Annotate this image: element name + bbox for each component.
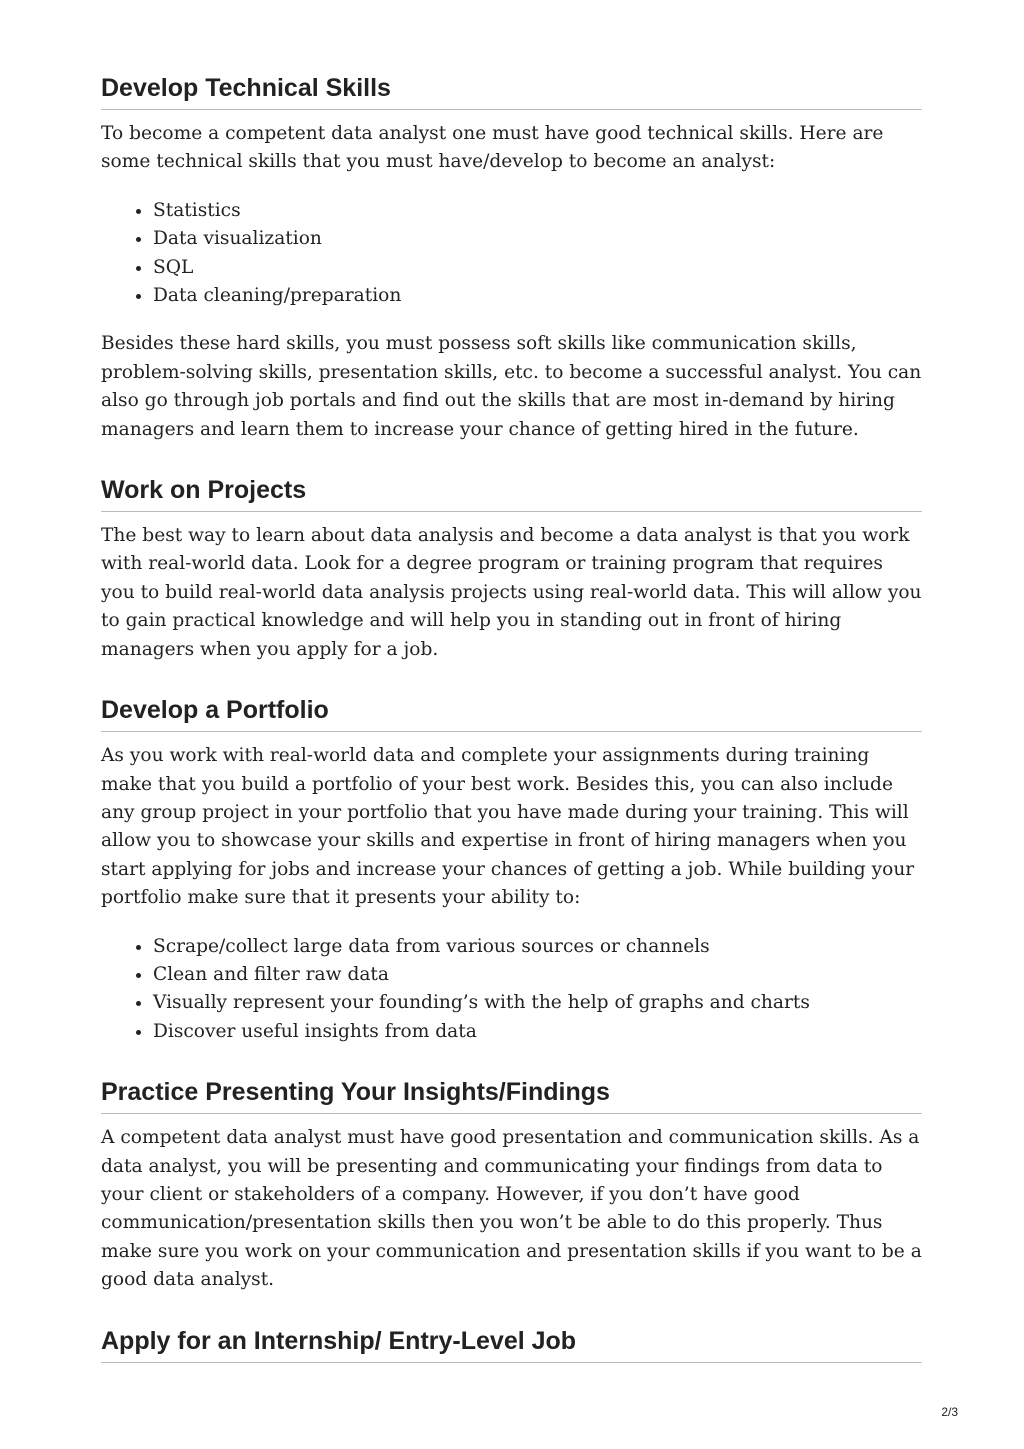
section-heading: Develop Technical Skills [101,72,922,110]
list-item: • Data visualization [153,225,922,253]
section-heading: Apply for an Internship/ Entry-Level Job [101,1325,922,1363]
list-item: • Data cleaning/preparation [153,282,922,310]
section-heading: Work on Projects [101,474,922,512]
section-paragraph: As you work with real-world data and complete your assignments during training make that you build a portfolio of your best work. Besides this, you can also include any group project in your portfolio that you have made during your training. This will allow you to showcase your skills and expertise in front of hiring managers when you start applying for jobs and increase your chances of getting a job. While building your portfolio make sure that it presents your ability to: [101,745,915,909]
list-item: • Scrape/collect large data from various sources or channels [153,933,922,961]
section-paragraph: To become a competent data analyst one must have good technical skills. Here are some technical skills that you must have/develop to become an analyst: [101,123,884,173]
section-apply-internship [101,1325,922,1363]
section-paragraph: Besides these hard skills, you must possess soft skills like communication skills, problem-solving skills, presentation skills, etc. to become a successful analyst. You can also go through job portals and find out the skills that are most in-demand by hiring managers and learn them to increase your chance of getting hired in the future. [101,333,922,440]
list-item: • Clean and filter raw data [153,961,922,989]
list-item: • Visually represent your founding’s with the help of graphs and charts [153,989,922,1017]
list-item: • Discover useful insights from data [153,1018,922,1046]
section-work-on-projects [101,474,922,664]
bullet-list [101,933,922,1047]
section-develop-a-portfolio [101,694,922,1046]
page-number: 2/3 [941,1405,958,1419]
section-paragraph: The best way to learn about data analysis and become a data analyst is that you work with real-world data. Look for a degree program or training program that requires you to build real-world data analysis projects using real-world data. This will allow you to gain practical knowledge and will help you in standing out in front of hiring managers when you apply for a job. [101,525,922,660]
section-heading: Practice Presenting Your Insights/Findings [101,1076,922,1114]
bullet-list [101,197,922,311]
section-heading: Develop a Portfolio [101,694,922,732]
section-develop-technical-skills [101,72,922,444]
section-paragraph: A competent data analyst must have good presentation and communication skills. As a data analyst, you will be presenting and communicating your findings from data to your client or stakeholders of a company. However, if you don’t have good communication/presentation skills then you won’t be able to do this properly. Thus make sure you work on your communication and presentation skills if you want to be a good data analyst. [101,1127,922,1291]
list-item: • SQL [153,254,922,282]
document-page [101,72,922,1363]
section-practice-presenting [101,1076,922,1294]
list-item: • Statistics [153,197,922,225]
